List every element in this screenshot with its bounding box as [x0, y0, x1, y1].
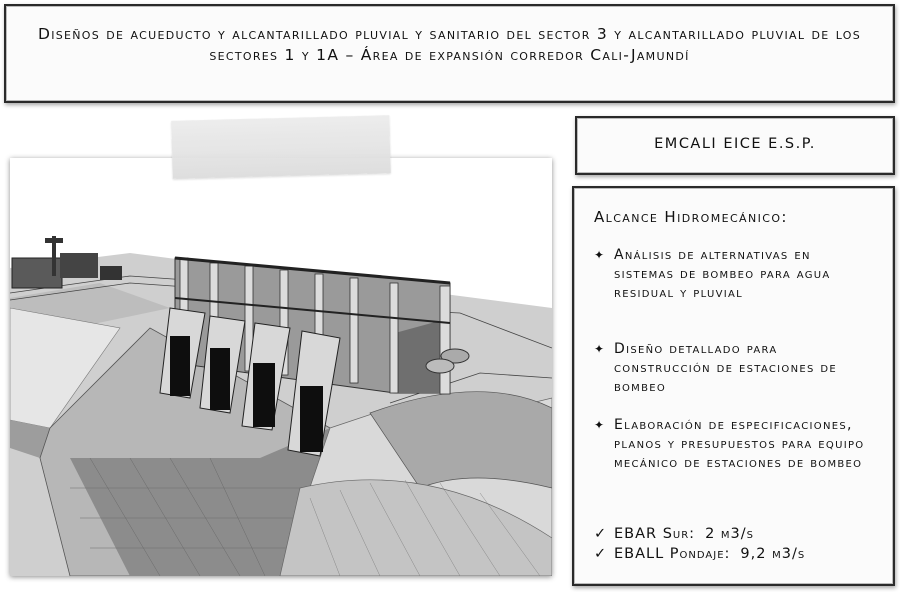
scope-item: ✦ Diseño detallado para construcción de estaciones de bombeo: [594, 341, 838, 395]
pumping-station-image: [10, 158, 552, 576]
scope-box: [572, 186, 895, 586]
scope-item: ✦ Elaboración de especificaciones, planos y presupuestos para equipo mecánico de estaciones de bombeo: [594, 417, 865, 471]
star-bullet-icon: ✦: [594, 342, 605, 356]
star-bullet-icon: ✦: [594, 248, 605, 262]
pumping-station-render-image: [10, 158, 552, 576]
checkmark-icon: ✓: [594, 546, 608, 562]
tape-strip: [171, 115, 390, 179]
star-bullet-icon: ✦: [594, 418, 605, 432]
scope-item: ✦ Análisis de alternativas en sistemas de bombeo para agua residual y pluvial: [594, 247, 831, 301]
title-box: [4, 4, 895, 103]
metric-row: ✓ EBAR Sur: 2 m3/s: [594, 526, 754, 542]
scope-heading: Alcance Hidromecánico:: [594, 208, 788, 226]
organization-box: [575, 116, 895, 175]
metric-row: ✓ EBALL Pondaje: 9,2 m3/s: [594, 546, 806, 562]
checkmark-icon: ✓: [594, 526, 608, 542]
organization-name: EMCALI EICE E.S.P.: [654, 136, 816, 152]
slide-title: Diseños de acueducto y alcantarillado pluvial y sanitario del sector 3 y alcantarillado pluvial de los sectores 1 y 1A – Área de expansión corredor Cali-Jamundí: [37, 25, 862, 64]
